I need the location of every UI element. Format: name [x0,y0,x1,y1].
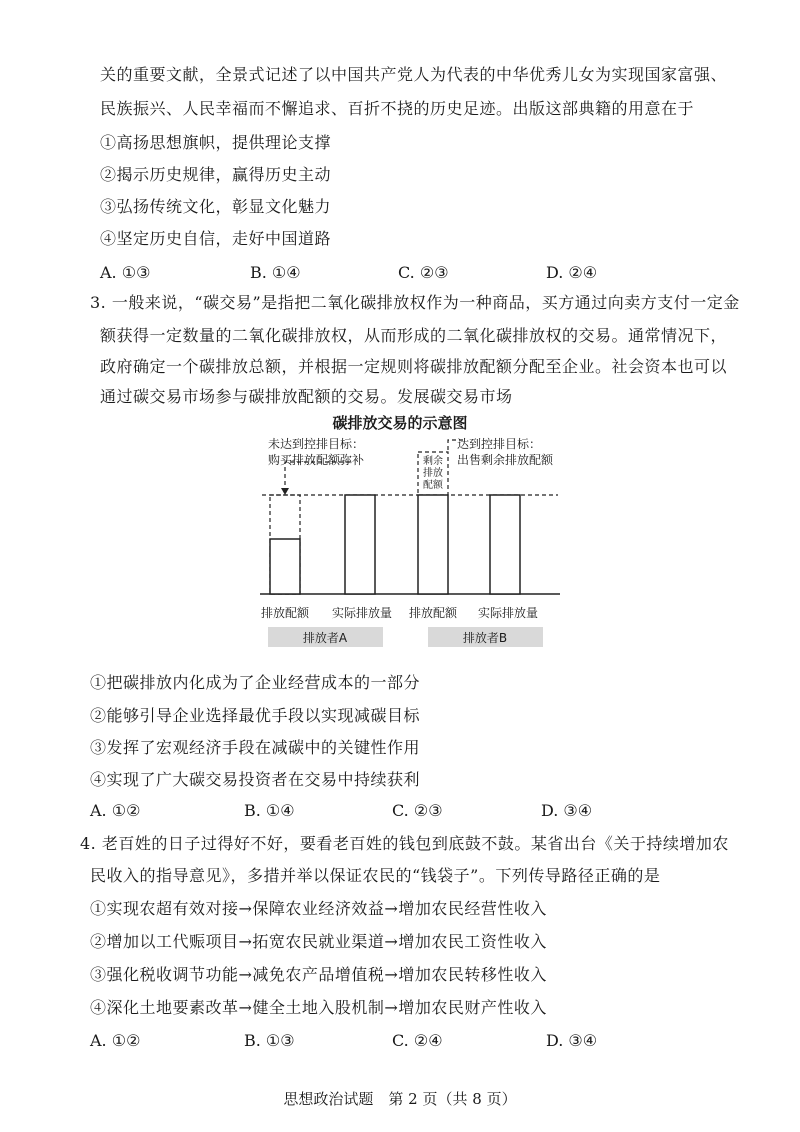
q4-option-a[interactable]: A. ①② [90,1031,141,1050]
page-footer: 思想政治试题 第 2 页（共 8 页） [283,1090,517,1108]
q3-option-d[interactable]: D. ③④ [541,801,593,820]
q2-item-2: ②揭示历史规律，赢得历史主动 [100,165,332,184]
bar-label-b-quota: 排放配额 [408,606,458,620]
figure-title: 碳排放交易的示意图 [332,414,468,432]
surplus-label-3: 配额 [423,480,443,491]
surplus-label-1: 剩余 [423,456,443,467]
q2-item-4: ④坚定历史自信，走好中国道路 [100,229,332,248]
carbon-trading-diagram [250,432,570,652]
q2-item-3: ③弘扬传统文化，彰显文化魅力 [100,197,332,216]
q3-item-3: ③发挥了宏观经济手段在减碳中的关键性作用 [90,738,421,757]
bar-a-quota [270,539,300,594]
bar-label-b-actual: 实际排放量 [477,606,539,620]
q4-item-1: ①实现农超有效对接→保障农业经济效益→增加农民经营性收入 [90,899,547,918]
left-note-1: 未达到控排目标： [268,437,365,451]
q2-option-c[interactable]: C. ②③ [398,263,449,282]
left-note-2: 购买排放配额弥补 [268,453,365,467]
q3-text-line-2: 额获得一定数量的二氧化碳排放权，从而形成的二氧化碳排放权的交易。通常情况下， [100,326,728,345]
right-note-1: 达到控排目标： [457,437,542,451]
q4-option-b[interactable]: B. ①③ [244,1031,295,1050]
q3-item-1: ①把碳排放内化成为了企业经营成本的一部分 [90,673,421,692]
q4-item-4: ④深化土地要素改革→健全土地入股机制→增加农民财产性收入 [90,998,547,1017]
q3-option-a[interactable]: A. ①② [90,801,141,820]
q2-text-line-1: 关的重要文献，全景式记述了以中国共产党人为代表的中华优秀儿女为实现国家富强、 [100,65,728,84]
q4-item-3: ③强化税收调节功能→减免农产品增值税→增加农民转移性收入 [90,965,547,984]
q3-text-line-3: 政府确定一个碳排放总额，并根据一定规则将碳排放配额分配至企业。社会资本也可以 [100,357,728,376]
q4-option-d[interactable]: D. ③④ [546,1031,598,1050]
bar-a-actual [345,495,375,594]
q3-item-4: ④实现了广大碳交易投资者在交易中持续获利 [90,770,421,789]
q4-text-line-2: 民收入的指导意见》，多措并举以保证农民的“钱袋子”。下列传导路径正确的是 [90,866,661,885]
group-a-label: 排放者A [302,631,348,645]
bar-label-a-quota: 排放配额 [260,606,310,620]
q3-text-line-1: 3. 一般来说，“碳交易”是指把二氧化碳排放权作为一种商品，买方通过向卖方支付一定金 [90,293,740,312]
purchase-arrow-head [281,488,289,495]
q2-item-1: ①高扬思想旗帜，提供理论支撑 [100,133,332,152]
q2-option-a[interactable]: A. ①③ [100,263,151,282]
q4-option-c[interactable]: C. ②④ [392,1031,443,1050]
bar-b-quota [418,495,448,594]
bar-b-actual [490,495,520,594]
q3-item-2: ②能够引导企业选择最优手段以实现减碳目标 [90,706,421,725]
right-note-2: 出售剩余排放配额 [457,453,554,467]
group-b-label: 排放者B [462,631,508,645]
q2-text-line-2: 民族振兴、人民幸福而不懈追求、百折不挠的历史足迹。出版这部典籍的用意在于 [100,99,695,118]
q2-option-b[interactable]: B. ①④ [250,263,301,282]
q3-option-b[interactable]: B. ①④ [244,801,295,820]
q2-option-d[interactable]: D. ②④ [546,263,598,282]
q4-text-line-1: 4. 老百姓的日子过得好不好，要看老百姓的钱包到底鼓不鼓。某省出台《关于持续增加农 [80,834,729,853]
q4-item-2: ②增加以工代赈项目→拓宽农民就业渠道→增加农民工资性收入 [90,932,547,951]
q3-text-line-4: 通过碳交易市场参与碳排放配额的交易。发展碳交易市场 [100,387,513,406]
bar-label-a-actual: 实际排放量 [331,606,393,620]
surplus-label-2: 排放 [423,468,443,479]
q3-option-c[interactable]: C. ②③ [392,801,443,820]
